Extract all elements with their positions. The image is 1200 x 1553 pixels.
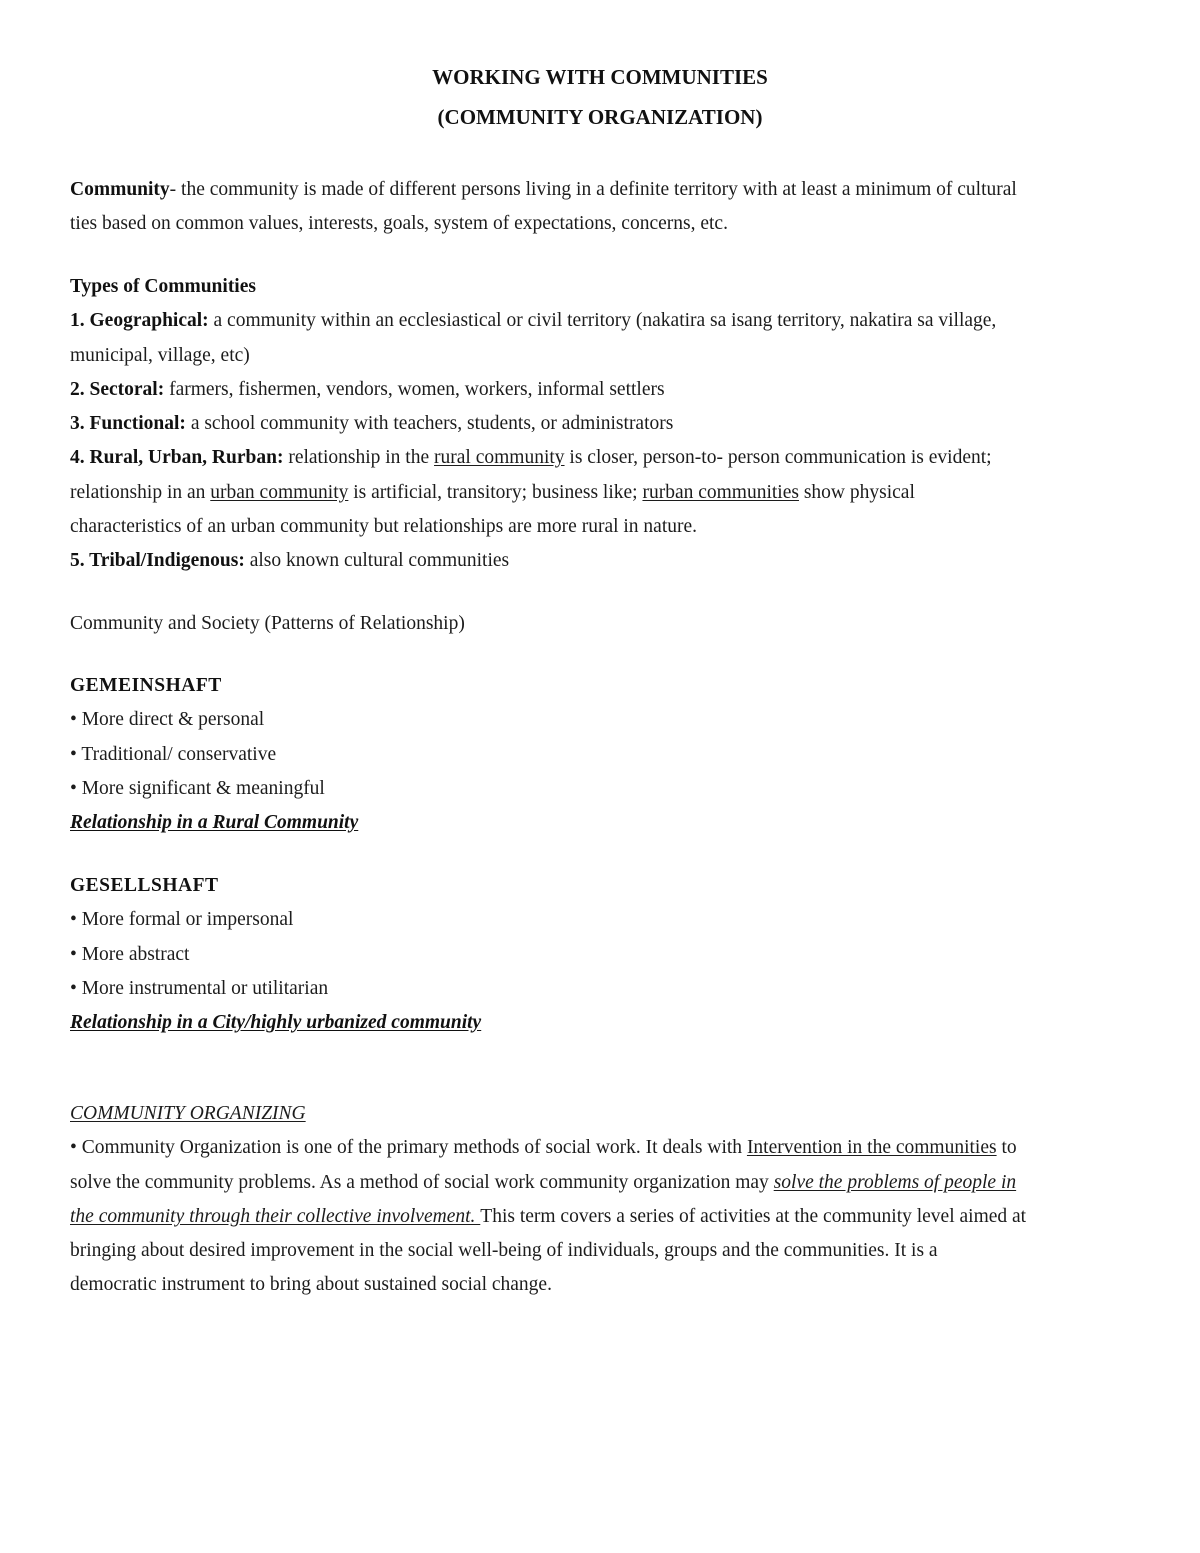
type-item-tribal xyxy=(70,544,1145,578)
type-text: relationship in the xyxy=(283,447,435,469)
rural-community-link: rural community xyxy=(434,447,565,469)
gesellshaft-heading: GESELLSHAFT xyxy=(70,875,219,896)
type-label: 2. Sectoral: xyxy=(70,378,165,400)
type-item-rural-urban-rurban xyxy=(70,441,1145,475)
list-item: • Traditional/ conservative xyxy=(70,743,277,765)
type-item-geographical xyxy=(70,304,1145,338)
community-organizing-section xyxy=(70,1097,1145,1303)
organizing-line4: bringing about desired improvement in the social well-being of individuals, groups and the communities. It is a xyxy=(70,1240,938,1262)
type-text: relationship in an xyxy=(70,481,211,503)
intervention-link: Intervention in the communities xyxy=(746,1137,997,1159)
type-label: 4. Rural, Urban, Rurban: xyxy=(70,447,284,469)
organizing-text: solve the community problems. As a method of social work community organization may xyxy=(70,1171,774,1193)
type-text: is artificial, transitory; business like; xyxy=(348,481,643,503)
urban-community-link: urban community xyxy=(210,481,349,503)
patterns-heading: Community and Society (Patterns of Relationship) xyxy=(70,613,465,634)
type-label: 5. Tribal/Indigenous: xyxy=(70,550,245,572)
organizing-emphasis: the community through their collective involvement. xyxy=(70,1205,481,1227)
type-text: is closer, person-to- person communication is evident; xyxy=(564,447,992,469)
community-def-line2: ties based on common values, interests, goals, system of expectations, concerns, etc. xyxy=(70,213,728,235)
type-item-geographical-cont: municipal, village, etc) xyxy=(70,344,250,366)
organizing-line3 xyxy=(70,1200,1145,1234)
rurban-communities-link: rurban communities xyxy=(642,481,799,503)
types-heading: Types of Communities xyxy=(70,276,256,297)
gemeinshaft-heading: GEMEINSHAFT xyxy=(70,675,222,696)
list-item: • More instrumental or utilitarian xyxy=(70,977,329,999)
community-definition xyxy=(70,173,1145,242)
gemeinshaft-section xyxy=(70,669,1145,840)
organizing-line1 xyxy=(70,1131,1145,1165)
type-text: a school community with teachers, students, or administrators xyxy=(185,413,674,435)
document-subtitle: (COMMUNITY ORGANIZATION) xyxy=(437,105,763,129)
organizing-text: This term covers a series of activities at the community level aimed at xyxy=(480,1205,1027,1227)
community-def-line1: - the community is made of different persons living in a definite territory with at least a minimum of cultural xyxy=(169,179,1017,200)
type-text: show physical xyxy=(798,481,915,503)
type-item-rural-urban-rurban-cont2: characteristics of an urban community but relationships are more rural in nature. xyxy=(70,516,698,538)
gemeinshaft-caption: Relationship in a Rural Community xyxy=(70,812,359,834)
organizing-emphasis: solve the problems of people in xyxy=(773,1171,1017,1193)
organizing-line2 xyxy=(70,1166,1145,1200)
community-term: Community xyxy=(70,179,170,200)
list-item: • More significant & meaningful xyxy=(70,777,325,799)
type-label: 1. Geographical: xyxy=(70,310,209,332)
list-item: • More abstract xyxy=(70,943,190,965)
organizing-line5: democratic instrument to bring about sustained social change. xyxy=(70,1274,552,1296)
type-text: also known cultural communities xyxy=(244,550,510,572)
list-item: • More direct & personal xyxy=(70,709,265,731)
list-item: • More formal or impersonal xyxy=(70,909,294,931)
type-label: 3. Functional: xyxy=(70,413,186,435)
organizing-text: to xyxy=(996,1137,1017,1159)
type-item-rural-urban-rurban-cont xyxy=(70,476,1145,510)
type-text: a community within an ecclesiastical or civil territory (nakatira sa isang territory, nakatira sa village, xyxy=(208,310,997,332)
types-of-communities xyxy=(70,270,1145,579)
type-item-sectoral xyxy=(70,373,1145,407)
organizing-heading: COMMUNITY ORGANIZING xyxy=(70,1103,306,1124)
organizing-text: • Community Organization is one of the primary methods of social work. It deals with xyxy=(70,1137,747,1159)
gesellshaft-caption: Relationship in a City/highly urbanized community xyxy=(70,1012,482,1034)
type-text: farmers, fishermen, vendors, women, workers, informal settlers xyxy=(164,378,665,400)
type-item-functional xyxy=(70,407,1145,441)
document-title: WORKING WITH COMMUNITIES xyxy=(432,65,768,89)
patterns-section xyxy=(70,607,1145,641)
gesellshaft-section xyxy=(70,869,1145,1040)
